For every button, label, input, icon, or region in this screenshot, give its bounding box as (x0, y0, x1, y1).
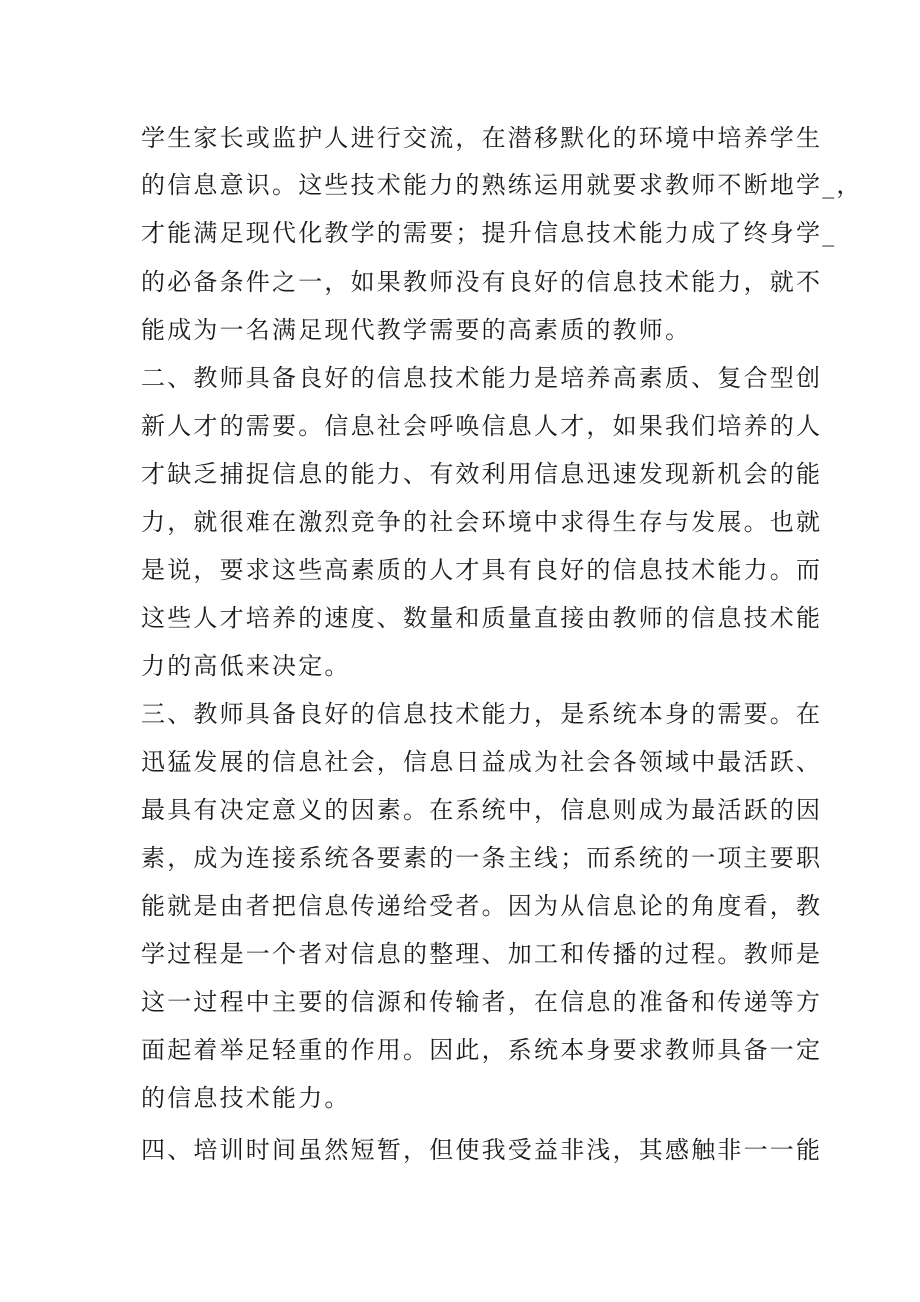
text-line: 面起着举足轻重的作用。因此，系统本身要求教师具备一定 (141, 1036, 823, 1064)
text-line: 能就是由者把信息传递给受者。因为从信息论的角度看，教 (141, 892, 823, 920)
text-line: 最具有决定意义的因素。在系统中，信息则成为最活跃的因 (141, 796, 823, 824)
text-line: 能成为一名满足现代教学需要的高素质的教师。 (141, 316, 692, 344)
text-line: 才能满足现代化教学的需要；提升信息技术能力成了终身学_ (141, 219, 837, 247)
text-line: 新人才的需要。信息社会呼唤信息人才，如果我们培养的人 (141, 412, 823, 440)
text-line: 二、教师具备良好的信息技术能力是培养高素质、复合型创 (141, 364, 823, 392)
text-line: 迅猛发展的信息社会，信息日益成为社会各领域中最活跃、 (141, 748, 823, 776)
text-line: 学生家长或监护人进行交流，在潜移默化的环境中培养学生 (141, 124, 823, 152)
text-line: 学过程是一个者对信息的整理、加工和传播的过程。教师是 (141, 940, 823, 968)
text-line: 素，成为连接系统各要素的一条主线；而系统的一项主要职 (141, 844, 823, 872)
text-line: 力的高低来决定。 (141, 652, 351, 680)
text-line: 四、培训时间虽然短暂，但使我受益非浅，其感触非一一能 (141, 1136, 823, 1164)
text-line: 力，就很难在激烈竞争的社会环境中求得生存与发展。也就 (141, 508, 823, 536)
text-line: 才缺乏捕捉信息的能力、有效利用信息迅速发现新机会的能 (141, 460, 823, 488)
text-line: 的必备条件之一，如果教师没有良好的信息技术能力，就不 (141, 268, 823, 296)
text-line: 三、教师具备良好的信息技术能力，是系统本身的需要。在 (141, 700, 823, 728)
text-line: 是说，要求这些高素质的人才具有良好的信息技术能力。而 (141, 556, 823, 584)
text-line: 的信息意识。这些技术能力的熟练运用就要求教师不断地学_， (141, 171, 863, 199)
text-line: 这些人才培养的速度、数量和质量直接由教师的信息技术能 (141, 604, 823, 632)
text-line: 这一过程中主要的信源和传输者，在信息的准备和传递等方 (141, 988, 823, 1016)
text-line: 的信息技术能力。 (141, 1084, 351, 1112)
